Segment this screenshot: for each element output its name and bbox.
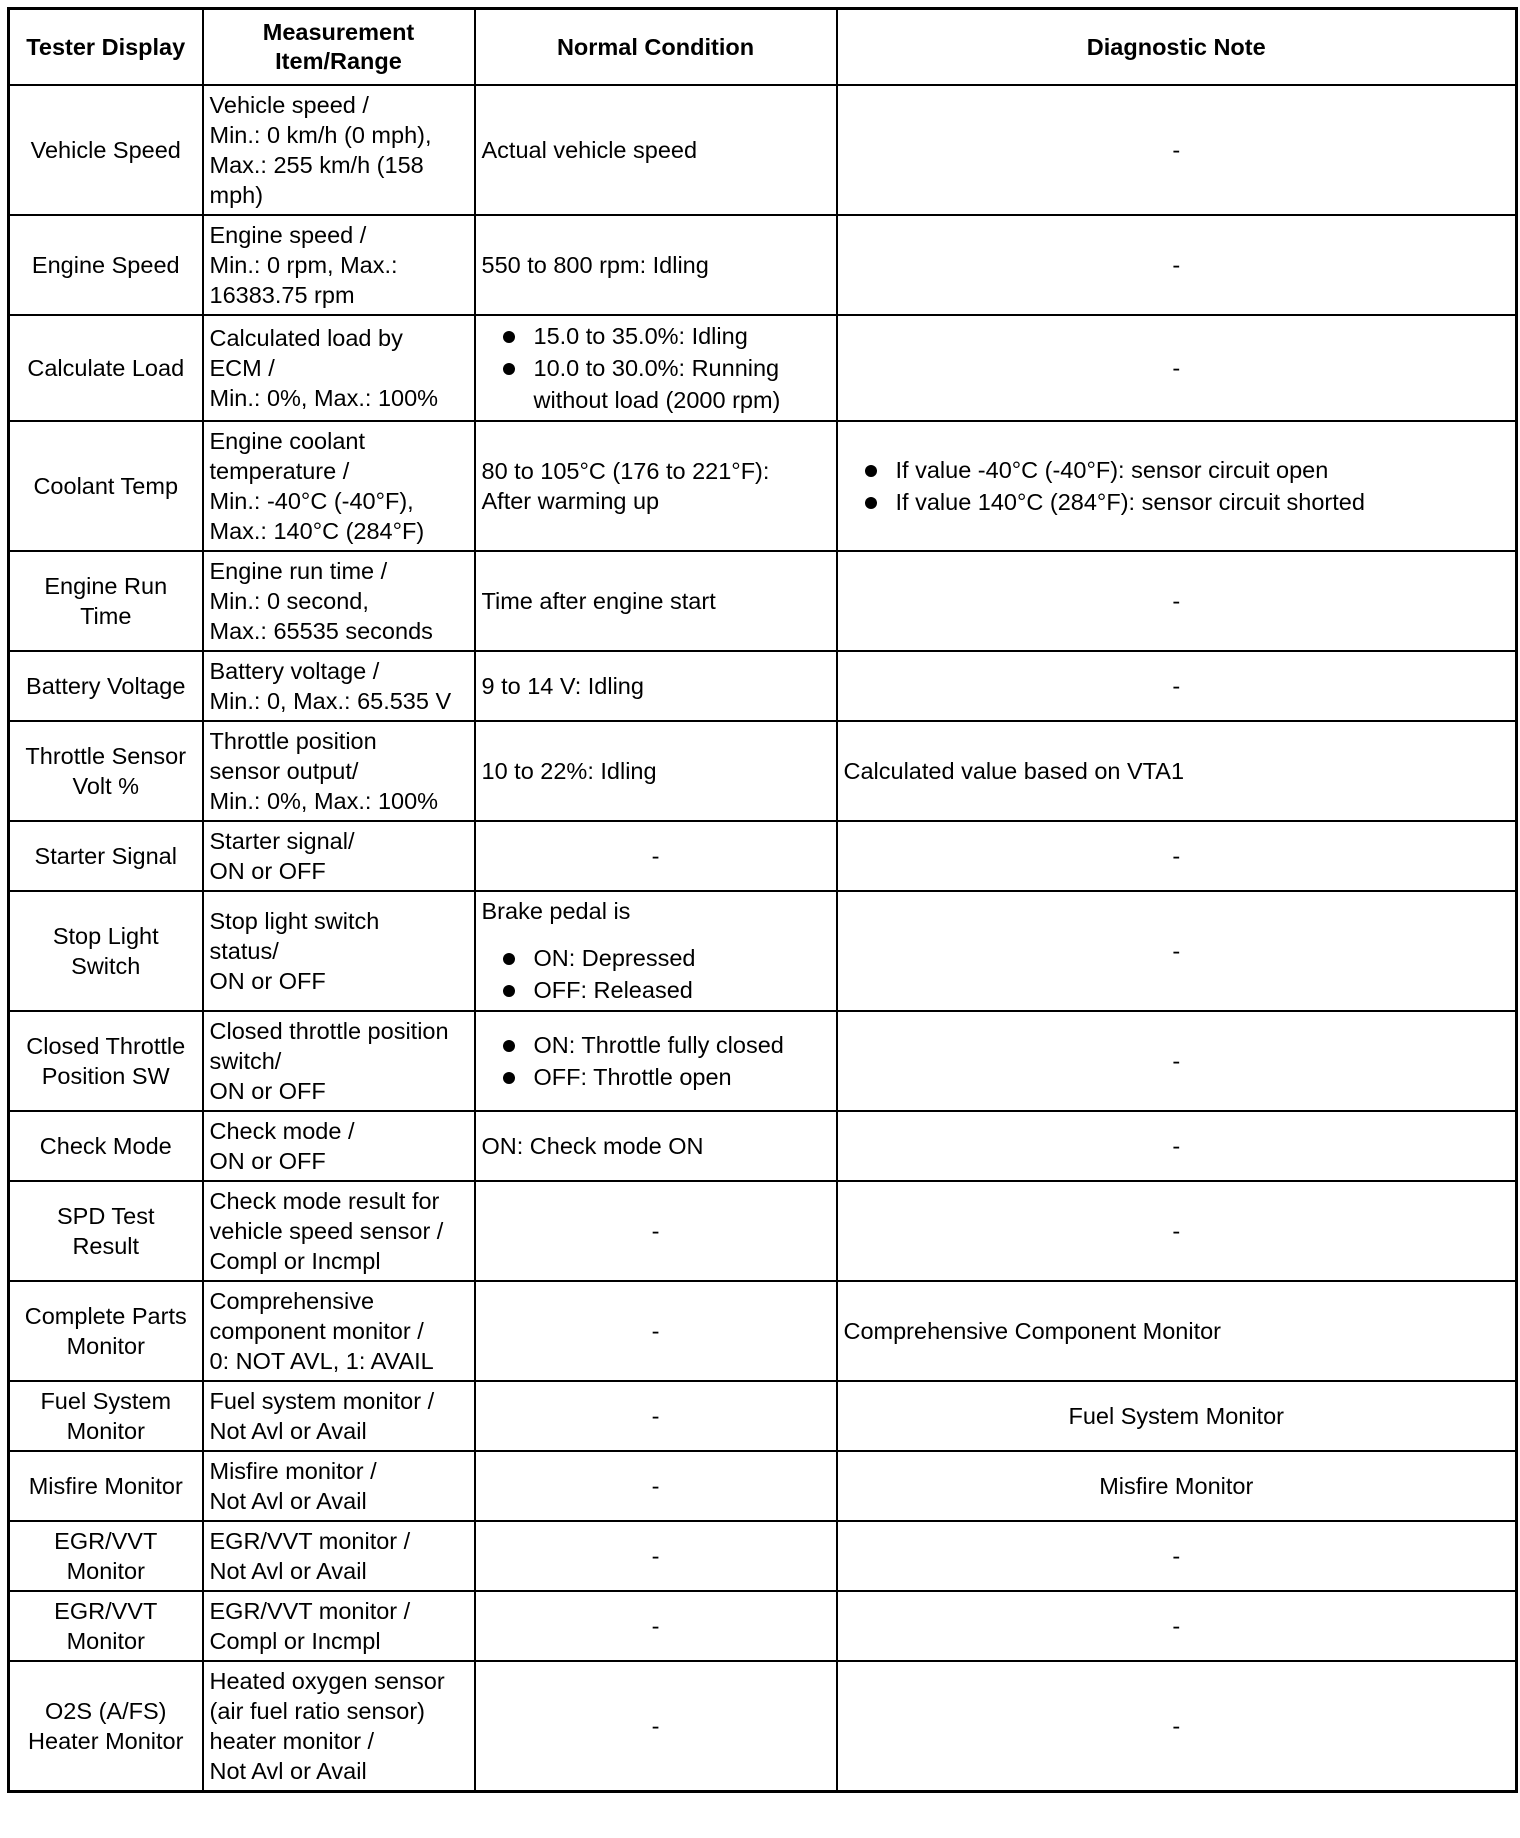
cell-diagnostic-note [837,85,1517,215]
normal-condition-text: 80 to 105°C (176 to 221°F): After warming up [481,458,770,514]
cell-tester-display [9,551,203,651]
cell-measurement-item [203,1521,475,1591]
table-body [9,85,1517,1792]
diagnostic-note-text: - [1172,355,1181,381]
table-row [9,85,1517,215]
cell-measurement-item [203,1281,475,1381]
cell-normal-condition [475,85,837,215]
table-row [9,721,1517,821]
tester-display-text: Stop Light Switch [52,923,159,979]
diagnostic-note-text: - [1172,673,1181,699]
normal-condition-text: 10 to 22%: Idling [481,758,657,784]
diagnostic-note-text: - [1172,1713,1181,1739]
cell-normal-condition [475,651,837,721]
measurement-item-text: Engine coolant temperature / Min.: -40°C (-40°F), Max.: 140°C (284°F) [209,428,425,544]
table-header-row [9,9,1517,86]
cell-tester-display [9,1111,203,1181]
normal-condition-list [482,1029,830,1093]
cell-diagnostic-note [837,821,1517,891]
cell-measurement-item [203,821,475,891]
cell-normal-condition [475,891,837,1011]
diagnostic-note-text: Comprehensive Component Monitor [843,1318,1221,1344]
cell-tester-display [9,821,203,891]
diagnostic-note-text: - [1172,1133,1181,1159]
bullet-item-text: ON: Throttle fully closed [533,1032,784,1058]
cell-diagnostic-note [837,551,1517,651]
table-row [9,1661,1517,1792]
monitor-data-table [7,7,1518,1793]
bullet-item [500,974,830,1006]
cell-measurement-item [203,721,475,821]
cell-normal-condition [475,1011,837,1111]
cell-diagnostic-note [837,1661,1517,1792]
cell-normal-condition [475,1281,837,1381]
cell-normal-condition [475,1521,837,1591]
cell-diagnostic-note [837,315,1517,421]
diagnostic-note-text: - [1172,1543,1181,1569]
bullet-item-text: If value 140°C (284°F): sensor circuit shorted [895,489,1365,515]
measurement-item-text: Calculated load by ECM / Min.: 0%, Max.: 100% [209,325,439,411]
measurement-item-text: Closed throttle position switch/ ON or OFF [209,1018,449,1104]
table-row [9,1281,1517,1381]
cell-normal-condition [475,421,837,551]
cell-measurement-item [203,215,475,315]
table-row [9,315,1517,421]
cell-tester-display [9,1011,203,1111]
tester-display-text: Misfire Monitor [28,1473,183,1499]
normal-condition-text: - [651,1218,660,1244]
diagnostic-note-text: - [1172,1613,1181,1639]
cell-normal-condition [475,215,837,315]
cell-measurement-item [203,1011,475,1111]
cell-tester-display [9,651,203,721]
cell-normal-condition [475,1381,837,1451]
cell-tester-display [9,421,203,551]
cell-measurement-item [203,85,475,215]
measurement-item-text: Check mode result for vehicle speed sensor / Compl or Incmpl [209,1188,444,1274]
cell-tester-display [9,891,203,1011]
tester-display-text: EGR/VVT Monitor [54,1598,158,1654]
table-row [9,551,1517,651]
diagnostic-note-text: - [1172,588,1181,614]
cell-tester-display [9,215,203,315]
cell-tester-display [9,1381,203,1451]
tester-display-text: EGR/VVT Monitor [54,1528,158,1584]
cell-normal-condition [475,1181,837,1281]
normal-condition-text: - [651,1713,660,1739]
cell-measurement-item [203,1111,475,1181]
cell-normal-condition [475,1111,837,1181]
normal-condition-text: - [651,1543,660,1569]
normal-condition-text: Actual vehicle speed [481,137,698,163]
normal-condition-text: - [651,1473,660,1499]
normal-condition-list [482,942,830,1006]
normal-condition-lead: Brake pedal is [481,898,631,924]
table-row [9,215,1517,315]
table-row [9,1521,1517,1591]
measurement-item-text: Heated oxygen sensor (air fuel ratio sensor) heater monitor / Not Avl or Avail [209,1668,445,1784]
cell-diagnostic-note [837,651,1517,721]
bullet-item-text: OFF: Throttle open [533,1064,732,1090]
tester-display-text: Engine Run Time [44,573,168,629]
cell-diagnostic-note [837,721,1517,821]
bullet-item-text: 10.0 to 30.0%: Running without load (2000 rpm) [533,355,781,413]
diagnostic-note-text: - [1172,252,1181,278]
diagnostic-note-text: - [1172,1048,1181,1074]
tester-display-text: Coolant Temp [33,473,179,499]
normal-condition-text: 9 to 14 V: Idling [481,673,644,699]
cell-normal-condition [475,721,837,821]
cell-measurement-item [203,1381,475,1451]
table-row [9,1381,1517,1451]
diagnostic-note-list [844,454,1510,518]
normal-condition-list [482,320,830,416]
cell-normal-condition [475,1451,837,1521]
normal-condition-text: Time after engine start [481,588,716,614]
diagnostic-note-text: - [1172,137,1181,163]
bullet-item [500,1061,830,1093]
measurement-item-text: Engine speed / Min.: 0 rpm, Max.: 16383.75 rpm [209,222,398,308]
table-row [9,1011,1517,1111]
cell-measurement-item [203,421,475,551]
table-row [9,1591,1517,1661]
table-row [9,1111,1517,1181]
cell-diagnostic-note [837,421,1517,551]
measurement-item-text: Comprehensive component monitor / 0: NOT AVL, 1: AVAIL [209,1288,434,1374]
cell-tester-display [9,1521,203,1591]
cell-diagnostic-note [837,1111,1517,1181]
tester-display-text: Check Mode [39,1133,172,1159]
cell-measurement-item [203,1591,475,1661]
cell-diagnostic-note [837,1281,1517,1381]
measurement-item-text: Check mode / ON or OFF [209,1118,355,1174]
diagnostic-note-text: - [1172,1218,1181,1244]
measurement-item-text: Battery voltage / Min.: 0, Max.: 65.535 V [209,658,452,714]
diagnostic-note-text: - [1172,843,1181,869]
cell-measurement-item [203,315,475,421]
cell-normal-condition [475,315,837,421]
normal-condition-text: - [651,1318,660,1344]
bullet-item [862,454,1510,486]
measurement-item-text: Throttle position sensor output/ Min.: 0%, Max.: 100% [209,728,439,814]
cell-tester-display [9,1281,203,1381]
bullet-item [500,320,830,352]
diagnostic-note-text: Fuel System Monitor [1068,1403,1284,1429]
measurement-item-text: Vehicle speed / Min.: 0 km/h (0 mph), Max.: 255 km/h (158 mph) [209,92,432,208]
cell-tester-display [9,1451,203,1521]
cell-measurement-item [203,551,475,651]
tester-display-text: Complete Parts Monitor [24,1303,187,1359]
cell-diagnostic-note [837,1181,1517,1281]
table-row [9,1181,1517,1281]
cell-normal-condition [475,551,837,651]
table-row [9,651,1517,721]
diagnostic-note-text: Calculated value based on VTA1 [843,758,1185,784]
cell-diagnostic-note [837,1591,1517,1661]
tester-display-text: O2S (A/FS) Heater Monitor [28,1698,184,1754]
cell-measurement-item [203,1451,475,1521]
cell-normal-condition [475,821,837,891]
bullet-item-text: ON: Depressed [533,945,696,971]
measurement-item-text: Misfire monitor / Not Avl or Avail [209,1458,377,1514]
normal-condition-text: - [651,843,660,869]
tester-display-text: Throttle Sensor Volt % [25,743,187,799]
cell-tester-display [9,85,203,215]
diagnostic-note-text: Misfire Monitor [1099,1473,1254,1499]
cell-tester-display [9,1181,203,1281]
cell-measurement-item [203,891,475,1011]
tester-display-text: SPD Test Result [56,1203,155,1259]
cell-measurement-item [203,1181,475,1281]
cell-measurement-item [203,1661,475,1792]
bullet-item-text: OFF: Released [533,977,693,1003]
tester-display-text: Closed Throttle Position SW [26,1033,186,1089]
normal-condition-text: 550 to 800 rpm: Idling [481,252,709,278]
cell-diagnostic-note [837,1381,1517,1451]
header-tester-display: Tester Display [9,9,203,86]
measurement-item-text: Engine run time / Min.: 0 second, Max.: 65535 seconds [209,558,433,644]
tester-display-text: Battery Voltage [26,673,186,699]
cell-normal-condition [475,1661,837,1792]
cell-normal-condition [475,1591,837,1661]
bullet-item [500,1029,830,1061]
cell-diagnostic-note [837,1011,1517,1111]
table-row [9,421,1517,551]
tester-display-text: Fuel System Monitor [40,1388,172,1444]
header-diagnostic-note: Diagnostic Note [837,9,1517,86]
tester-display-text: Engine Speed [31,252,180,278]
bullet-item-text: 15.0 to 35.0%: Idling [533,323,748,349]
cell-tester-display [9,315,203,421]
cell-tester-display [9,1591,203,1661]
cell-tester-display [9,721,203,821]
cell-diagnostic-note [837,1521,1517,1591]
cell-tester-display [9,1661,203,1792]
table-row [9,1451,1517,1521]
normal-condition-text: - [651,1403,660,1429]
tester-display-text: Vehicle Speed [30,137,181,163]
measurement-item-text: Stop light switch status/ ON or OFF [209,908,380,994]
diagnostic-note-text: - [1172,938,1181,964]
measurement-item-text: Fuel system monitor / Not Avl or Avail [209,1388,435,1444]
bullet-item [862,486,1510,518]
cell-diagnostic-note [837,215,1517,315]
tester-display-text: Calculate Load [27,355,185,381]
header-measurement-item: Measurement Item/Range [203,9,475,86]
tester-display-text: Starter Signal [34,843,177,869]
measurement-item-text: EGR/VVT monitor / Compl or Incmpl [209,1598,411,1654]
normal-condition-text: ON: Check mode ON [481,1133,704,1159]
bullet-item-text: If value -40°C (-40°F): sensor circuit open [895,457,1329,483]
header-normal-condition: Normal Condition [475,9,837,86]
bullet-item [500,942,830,974]
cell-measurement-item [203,651,475,721]
table-row [9,821,1517,891]
cell-diagnostic-note [837,1451,1517,1521]
table-row [9,891,1517,1011]
normal-condition-text: - [651,1613,660,1639]
measurement-item-text: Starter signal/ ON or OFF [209,828,355,884]
cell-diagnostic-note [837,891,1517,1011]
bullet-item [500,352,830,416]
measurement-item-text: EGR/VVT monitor / Not Avl or Avail [209,1528,411,1584]
